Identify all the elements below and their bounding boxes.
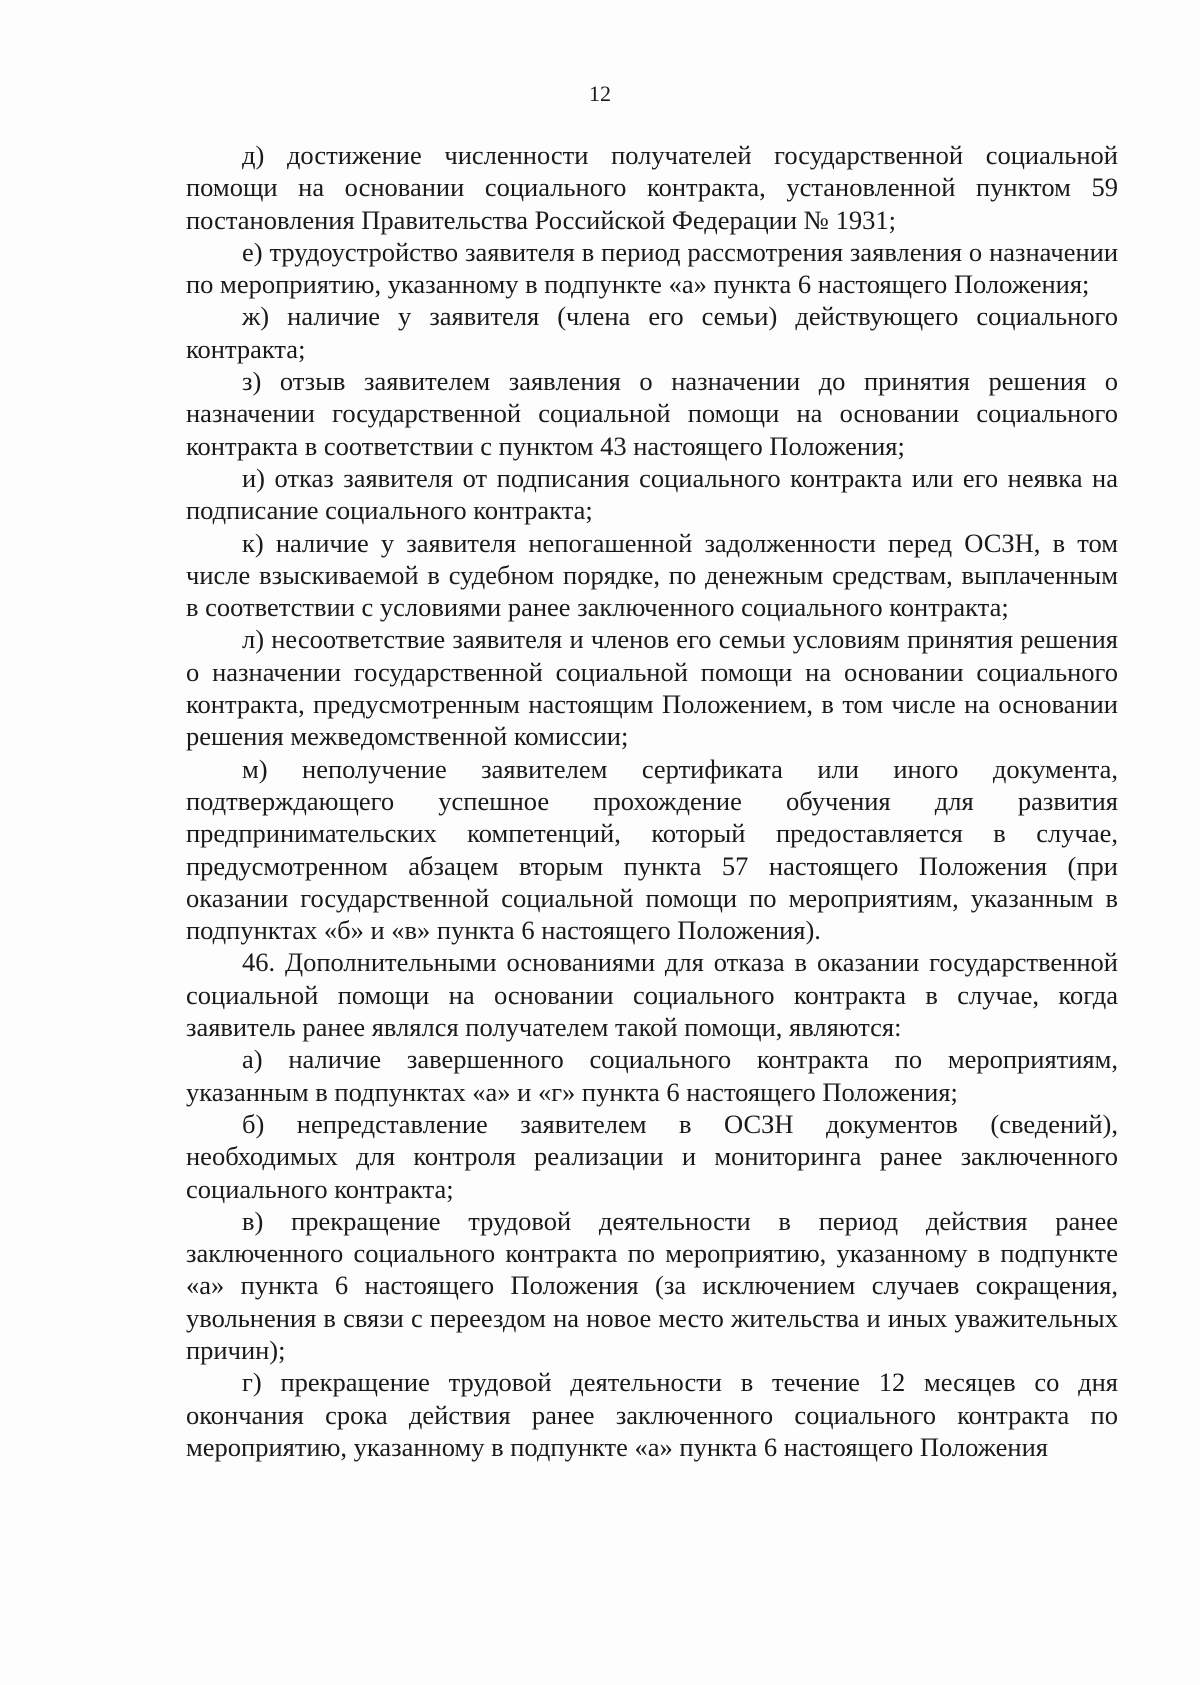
paragraph-e: е) трудоустройство заявителя в период рассмотрения заявления о назначении по мероприятию, указанному в подпункте «а» пункта 6 настоящего Положения; — [186, 236, 1118, 300]
paragraph-v: в) прекращение трудовой деятельности в период действия ранее заключенного социального контракта по мероприятию, указанному в подпункте «а» пункта 6 настоящего Положения (за исключением случаев сокращения, увольнения в связи с переездом на новое место жительства и иных уважительных причин); — [186, 1205, 1118, 1365]
paragraph-i: и) отказ заявителя от подписания социального контракта или его неявка на подписание социального контракта; — [186, 462, 1118, 526]
paragraph-46: 46. Дополнительными основаниями для отказа в оказании государственной социальной помощи на основании социального контракта в случае, когда заявитель ранее являлся получателем такой помощи, являются: — [186, 947, 1118, 1043]
document-body — [186, 139, 1118, 1463]
paragraph-k: к) наличие у заявителя непогашенной задолженности перед ОСЗН, в том числе взыскиваемой в судебном порядке, по денежным средствам, выплаченным в соответствии с условиями ранее заключенного социального контракта; — [186, 527, 1118, 623]
paragraph-zh: ж) наличие у заявителя (члена его семьи) действующего социального контракта; — [186, 301, 1118, 364]
paragraph-a: а) наличие завершенного социального контракта по мероприятиям, указанным в подпунктах «а» и «г» пункта 6 настоящего Положения; — [186, 1044, 1118, 1107]
page-number: 12 — [589, 81, 611, 106]
paragraph-m: м) неполучение заявителем сертификата или иного документа, подтверждающего успешное прохождение обучения для развития предпринимательских компетенций, который предоставляется в случае, предусмотренном абзацем вторым пункта 57 настоящего Положения (при оказании государственной социальной помощи по мероприятиям, указанным в подпунктах «б» и «в» пункта 6 настоящего Положения). — [186, 753, 1118, 946]
paragraph-d: д) достижение численности получателей государственной социальной помощи на основании социального контракта, установленной пунктом 59 постановления Правительства Российской Федерации № 1931; — [186, 140, 1118, 235]
paragraph-z: з) отзыв заявителем заявления о назначении до принятия решения о назначении государственной социальной помощи на основании социального контракта в соответствии с пунктом 43 настоящего Положения; — [186, 366, 1118, 461]
paragraph-b: б) непредставление заявителем в ОСЗН документов (сведений), необходимых для контроля реализации и мониторинга ранее заключенного социального контракта; — [186, 1108, 1118, 1204]
paragraph-l: л) несоответствие заявителя и членов его семьи условиям принятия решения о назначении государственной социальной помощи на основании социального контракта, предусмотренным настоящим Положением, в том числе на основании решения межведомственной комиссии; — [186, 624, 1118, 752]
paragraph-g: г) прекращение трудовой деятельности в течение 12 месяцев со дня окончания срока действия ранее заключенного социального контракта по мероприятию, указанному в подпункте «а» пункта 6 настоящего Положения — [186, 1367, 1118, 1462]
